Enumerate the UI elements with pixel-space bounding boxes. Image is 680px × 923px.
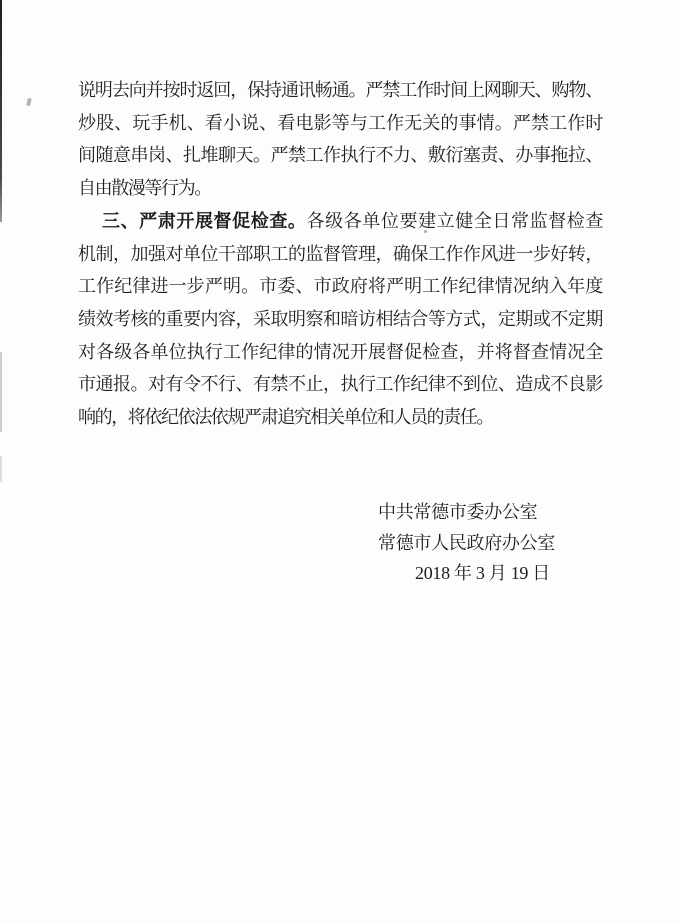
body-line: 对各级各单位执行工作纪律的情况开展督促检查，并将督查情况全	[78, 341, 602, 362]
body-line: 说明去向并按时返回，保持通讯畅通。严禁工作时间上网聊天、购物、	[78, 80, 602, 100]
body-line: 间随意串岗、扎堆聊天。严禁工作执行不力、敷衍塞责、办事拖拉、	[78, 145, 602, 166]
body-line: 工作纪律进一步严明。市委、市政府将严明工作纪律情况纳入年度	[78, 276, 602, 297]
body-line: 炒股、玩手机、看小说、看电影等与工作无关的事情。严禁工作时	[78, 112, 602, 133]
signature-date: 2018 年 3 月 19 日	[415, 563, 550, 583]
body-line-paragraph-end: 响的，将依纪依法依规严肃追究相关单位和人员的责任。	[78, 407, 493, 428]
body-line: 绩效考核的重要内容，采取明察和暗访相结合等方式，定期或不定期	[78, 308, 602, 329]
scan-artifact-edge-line-faint	[0, 456, 2, 482]
section-heading-line	[78, 205, 602, 238]
scan-speck	[26, 98, 32, 107]
signature-org-1: 中共常德市委办公室	[378, 502, 538, 522]
body-line-segment: 各级各单位要建立健全日常监督检查	[306, 210, 602, 231]
scan-artifact-edge-line-faint	[0, 352, 2, 432]
section-heading: 三、严肃开展督促检查。	[102, 210, 307, 231]
signature-org-2: 常德市人民政府办公室	[378, 532, 555, 553]
document-body	[78, 74, 602, 434]
body-line: 机制，加强对单位干部职工的监督管理，确保工作作风进一步好转，	[78, 243, 602, 264]
body-line: 市通报。对有令不行、有禁不止，执行工作纪律不到位、造成不良影	[78, 374, 602, 395]
signature-block	[378, 497, 555, 589]
body-line-paragraph-end: 自由散漫等行为。	[78, 178, 211, 199]
scan-artifact-edge-line	[0, 0, 2, 222]
